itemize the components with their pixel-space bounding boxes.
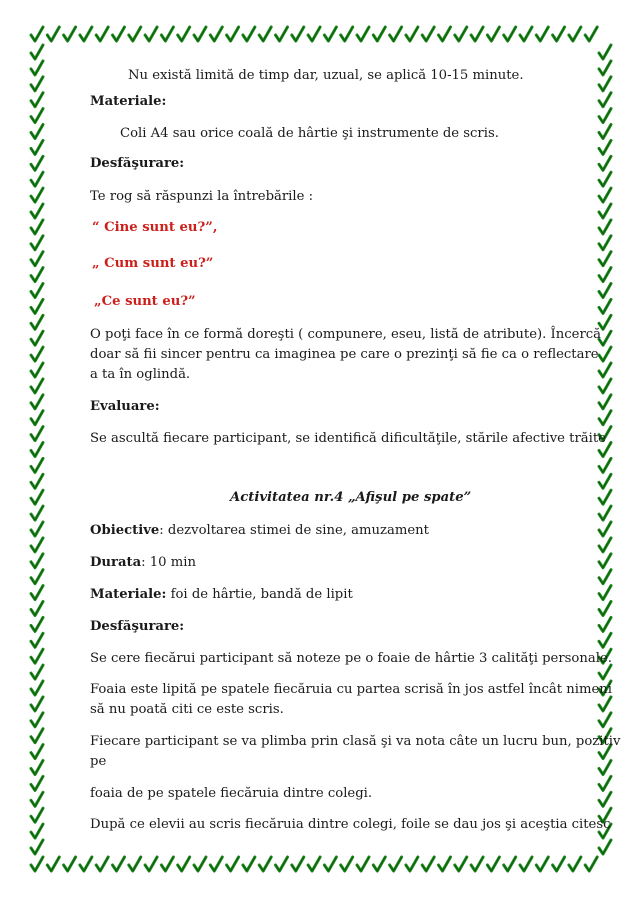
- paragraph-line: O poţi face în ce formă doreşti ( compunere, eseu, listă de atribute). Încercă: [90, 327, 601, 342]
- heading-desfasurare: Desfăşurare:: [90, 156, 185, 171]
- instruction-text: Te rog să răspunzi la întrebările :: [90, 189, 314, 204]
- duration-text: : 10 min: [141, 555, 196, 570]
- question-3: „Ce sunt eu?”: [94, 294, 196, 309]
- objectives-line: [90, 523, 605, 539]
- paragraph-line: Se cere fiecărui participant să noteze pe o foaie de hârtie 3 calităţi personale.: [90, 651, 612, 666]
- question-1: “ Cine sunt eu?”,: [92, 220, 218, 235]
- paragraph-line: a ta în oglindă.: [90, 367, 191, 382]
- duration-label: Durata: [90, 555, 142, 570]
- materials-label: Materiale:: [90, 587, 167, 602]
- paragraph-line: să nu poată citi ce este scris.: [90, 702, 284, 717]
- time-note: Nu există limită de timp dar, uzual, se aplică 10-15 minute.: [128, 68, 524, 83]
- heading-evaluare: Evaluare:: [90, 399, 160, 414]
- objectives-label: Obiective: [90, 523, 160, 538]
- paragraph-line: Foaia este lipită pe spatele fiecăruia cu partea scrisă în jos astfel încât nimeni: [90, 682, 612, 697]
- question-2: „ Cum sunt eu?”: [92, 256, 214, 271]
- evaluation-text: Se ascultă fiecare participant, se identifică dificultăţile, stările afective trăite: [90, 431, 606, 446]
- materials-value: foi de hârtie, bandă de lipit: [166, 587, 353, 602]
- paragraph-line: foaia de pe spatele fiecăruia dintre colegi.: [90, 786, 373, 801]
- activity-title: Activitatea nr.4 „Afişul pe spate”: [230, 490, 472, 505]
- materials-line: [90, 587, 605, 603]
- paragraph-line: doar să fii sincer pentru ca imaginea pe care o prezinţi să fie ca o reflectare: [90, 347, 599, 362]
- objectives-text: : dezvoltarea stimei de sine, amuzament: [159, 523, 429, 538]
- heading-desfasurare-2: Desfăşurare:: [90, 619, 185, 634]
- paragraph-line: După ce elevii au scris fiecăruia dintre colegi, foile se dau jos şi aceştia citesc: [90, 817, 611, 832]
- heading-materiale: Materiale:: [90, 94, 167, 109]
- materials-text: Coli A4 sau orice coală de hârtie şi instrumente de scris.: [120, 126, 499, 141]
- duration-line: [90, 555, 605, 571]
- paragraph-line: Fiecare participant se va plimba prin clasă şi va nota câte un lucru bun, pozitiv: [90, 734, 621, 749]
- paragraph-line: pe: [90, 754, 107, 769]
